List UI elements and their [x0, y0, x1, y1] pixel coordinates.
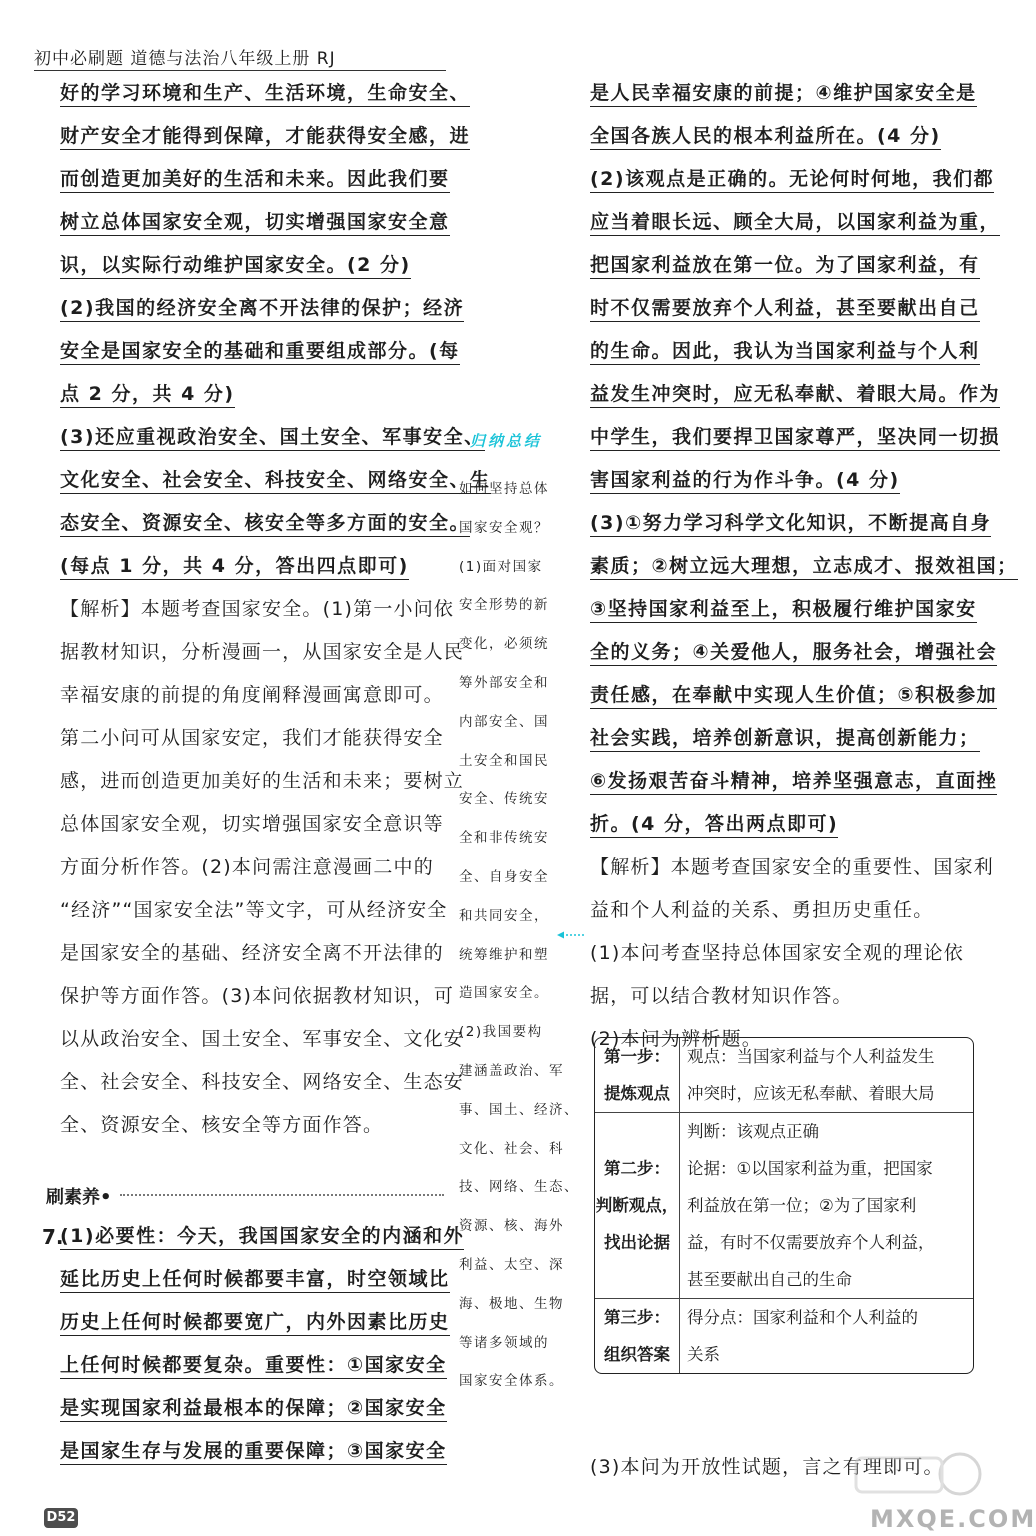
step-content: 利益放在第一位；②为了国家利	[687, 1196, 917, 1215]
text-line: 责任感，在奉献中实现人生价值；⑤积极参加	[590, 674, 975, 717]
steps-table	[594, 1037, 974, 1374]
text-line: (2)该观点是正确的。无论何时何地，我们都	[590, 158, 975, 201]
step-content: 关系	[687, 1345, 720, 1364]
q7-part3	[590, 502, 1018, 846]
side-note-line: 变化，必须统	[459, 636, 549, 653]
text-line: 折。(4 分，答出两点即可)	[590, 803, 975, 846]
text-line: 是人民幸福安康的前提；④维护国家安全是	[590, 72, 975, 115]
side-note-line: 内部安全、国	[459, 713, 549, 730]
page-header: 初中必刷题 道德与法治八年级上册 RJ	[34, 49, 336, 69]
step-content: 益，有时不仅需要放弃个人利益，	[687, 1233, 935, 1252]
table-row	[595, 1038, 973, 1113]
q7-block	[60, 1215, 465, 1473]
text-line: 财产安全才能得到保障，才能获得安全感，进	[60, 115, 444, 158]
side-note-line: 安全形势的新	[459, 597, 549, 614]
text-line: 是实现国家利益最根本的保障；②国家安全	[60, 1387, 444, 1430]
text-line: (1)必要性：今天，我国国家安全的内涵和外	[60, 1215, 444, 1258]
text-line: (3)还应重视政治安全、国土安全、军事安全、	[60, 416, 444, 459]
side-note-line: 土安全和国民	[459, 752, 549, 769]
text-line: 上任何时候都要复杂。重要性：①国家安全	[60, 1344, 444, 1387]
text-line: 害国家利益的行为作斗争。(4 分)	[590, 459, 975, 502]
side-note-line: 全和非传统安	[459, 830, 549, 847]
side-note-line: 文化、社会、科	[459, 1140, 564, 1157]
watermark-text: MXQE.COM	[870, 1505, 1036, 1533]
text-line: 延比历史上任何时候都要丰富，时空领域比	[60, 1258, 444, 1301]
q7-continued	[590, 72, 975, 158]
side-note-line: 国家安全体系。	[459, 1373, 564, 1390]
text-line: 益发生冲突时，应无私奉献、着眼大局。作为	[590, 373, 975, 416]
step-content-cell	[680, 1299, 974, 1374]
pointer-arrow-icon	[556, 930, 586, 940]
text-line: 全国各族人民的根本利益所在。(4 分)	[590, 115, 975, 158]
text-line: (3)①努力学习科学文化知识，不断提高自身	[590, 502, 975, 545]
text-line: 文化安全、社会安全、科技安全、网络安全、生	[60, 459, 444, 502]
section-divider	[120, 1194, 444, 1196]
text-line: 而创造更加美好的生活和未来。因此我们要	[60, 158, 444, 201]
side-note	[459, 470, 579, 1401]
text-line: 全、资源安全、核安全等方面作答。	[60, 1114, 384, 1136]
analysis-block	[590, 846, 995, 1061]
answer-part1	[60, 72, 471, 287]
step-content: 论据：①以国家利益为重，把国家	[687, 1159, 933, 1178]
step-label-cell	[595, 1299, 680, 1374]
header-rule	[34, 70, 446, 71]
step-content: 得分点：国家利益和个人利益的	[687, 1308, 918, 1327]
text-line: ⑥发扬艰苦奋斗精神，培养坚强意志，直面挫	[590, 760, 975, 803]
text-line: (1)本问考查坚持总体国家安全观的理论依	[590, 942, 964, 964]
text-line: (2)我国的经济安全离不开法律的保护；经济	[60, 287, 444, 330]
text-line: 幸福安康的前提的角度阐释漫画寓意即可。	[60, 684, 444, 706]
text-line: 以从政治安全、国土安全、军事安全、文化安	[60, 1028, 465, 1050]
q7-part2	[590, 158, 1001, 502]
side-note-line: 和共同安全，	[459, 907, 549, 924]
side-note-line: 海、极地、生物	[459, 1295, 564, 1312]
text-line: 方面分析作答。(2)本问需注意漫画二中的	[60, 856, 434, 878]
text-line: 社会实践，培养创新意识，提高创新能力；	[590, 717, 975, 760]
answer-part3	[60, 416, 491, 588]
step-label: 找出论据	[604, 1233, 670, 1252]
text-line: (3)本问为开放性试题，言之有理即可。	[590, 1456, 944, 1478]
side-note-line: 安全、传统安	[459, 791, 549, 808]
step-content-cell	[680, 1038, 974, 1113]
text-line: 益和个人利益的关系、勇担历史重任。	[590, 899, 934, 921]
text-line: 总体国家安全观，切实增强国家安全意识等	[60, 813, 444, 835]
side-note-line: 全、自身安全	[459, 868, 549, 885]
side-note-line: 技、网络、生态、	[459, 1179, 579, 1196]
text-line: 素质；②树立远大理想，立志成才、报效祖国；	[590, 545, 975, 588]
side-note-line: (2)我国要构	[459, 1024, 543, 1041]
text-line: 安全是国家安全的基础和重要组成部分。(每	[60, 330, 444, 373]
step-content: 观点：当国家利益与个人利益发生	[687, 1047, 935, 1066]
side-note-title: 归纳总结	[470, 432, 543, 450]
left-column	[60, 72, 491, 1147]
step-content: 冲突时，应该无私奉献、着眼大局	[687, 1084, 935, 1103]
text-line: 据教材知识，分析漫画一，从国家安全是人民	[60, 641, 465, 663]
page-number: D52	[44, 1508, 78, 1528]
side-note-line: 统筹维护和塑	[459, 946, 549, 963]
text-line: 应当着眼长远、顾全大局，以国家利益为重，	[590, 201, 975, 244]
analysis-block	[60, 588, 465, 1147]
text-line: 时不仅需要放弃个人利益，甚至要献出自己	[590, 287, 975, 330]
text-line: 保护等方面作答。(3)本问依据教材知识，可	[60, 985, 455, 1007]
text-line: 全的义务；④关爱他人，服务社会，增强社会	[590, 631, 975, 674]
text-line: 是国家生存与发展的重要保障；③国家安全	[60, 1430, 444, 1473]
text-line: 态安全、资源安全、核安全等多方面的安全。	[60, 502, 444, 545]
step-label-cell	[595, 1038, 680, 1113]
text-line: 把国家利益放在第一位。为了国家利益，有	[590, 244, 975, 287]
text-line: 是国家安全的基础、经济安全离不开法律的	[60, 942, 444, 964]
question-number: 7.	[42, 1225, 64, 1249]
side-note-line: 筹外部安全和	[459, 674, 549, 691]
text-line: “经济”“国家安全法”等文字，可从经济安全	[60, 899, 448, 921]
side-note-line: 资源、核、海外	[459, 1218, 564, 1235]
text-line: 感，进而创造更加美好的生活和未来；要树立	[60, 770, 465, 792]
text-line: 【解析】本题考查国家安全。(1)第一小问依	[60, 598, 455, 620]
text-line: 【解析】本题考查国家安全的重要性、国家利	[590, 856, 995, 878]
side-note-line: 如何坚持总体	[459, 481, 549, 497]
step-label: 组织答案	[604, 1345, 670, 1364]
side-note-line: 等诸多领域的	[459, 1334, 549, 1351]
side-note-line: 国家安全观？	[459, 519, 549, 536]
side-note-line: (1)面对国家	[459, 558, 543, 575]
section-label: 刷素养•	[46, 1187, 112, 1208]
text-line: 历史上任何时候都要宽广，内外因素比历史	[60, 1301, 444, 1344]
step-content: 判断：该观点正确	[687, 1122, 819, 1141]
side-note-line: 建涵盖政治、军	[459, 1062, 564, 1079]
step-content: 甚至要献出自己的生命	[687, 1270, 852, 1289]
step-label: 第一步：	[604, 1047, 670, 1066]
text-line: 中学生，我们要捍卫国家尊严，坚决同一切损	[590, 416, 975, 459]
text-line: 点 2 分，共 4 分)	[60, 373, 444, 416]
answer-part2	[60, 287, 465, 416]
side-note-line: 事、国土、经济、	[459, 1101, 579, 1118]
text-line: 的生命。因此，我认为当国家利益与个人利	[590, 330, 975, 373]
side-note-line: 造国家安全。	[459, 985, 549, 1002]
step-label: 判断观点，	[595, 1196, 679, 1215]
text-line: 识，以实际行动维护国家安全。(2 分)	[60, 244, 444, 287]
side-note-line: 利益、太空、深	[459, 1256, 564, 1273]
table-row	[595, 1113, 973, 1299]
step-label: 第二步：	[604, 1159, 670, 1178]
text-line: ③坚持国家利益至上，积极履行维护国家安	[590, 588, 975, 631]
text-line: 据，可以结合教材知识作答。	[590, 985, 853, 1007]
text-line: 第二小问可从国家安定，我们才能获得安全	[60, 727, 444, 749]
table-row	[595, 1299, 973, 1374]
step-label: 第三步：	[604, 1308, 670, 1327]
step-content-cell	[680, 1113, 974, 1299]
text-line: 全、社会安全、科技安全、网络安全、生态安	[60, 1071, 465, 1093]
text-line: 树立总体国家安全观，切实增强国家安全意	[60, 201, 444, 244]
text-line: (每点 1 分，共 4 分，答出四点即可)	[60, 545, 444, 588]
step-label: 提炼观点	[604, 1084, 670, 1103]
text-line: (2)本问为辨析题。	[590, 1028, 762, 1050]
step-label-cell	[595, 1113, 680, 1299]
right-column	[590, 72, 1018, 1061]
text-line: 好的学习环境和生产、生活环境，生命安全、	[60, 72, 444, 115]
